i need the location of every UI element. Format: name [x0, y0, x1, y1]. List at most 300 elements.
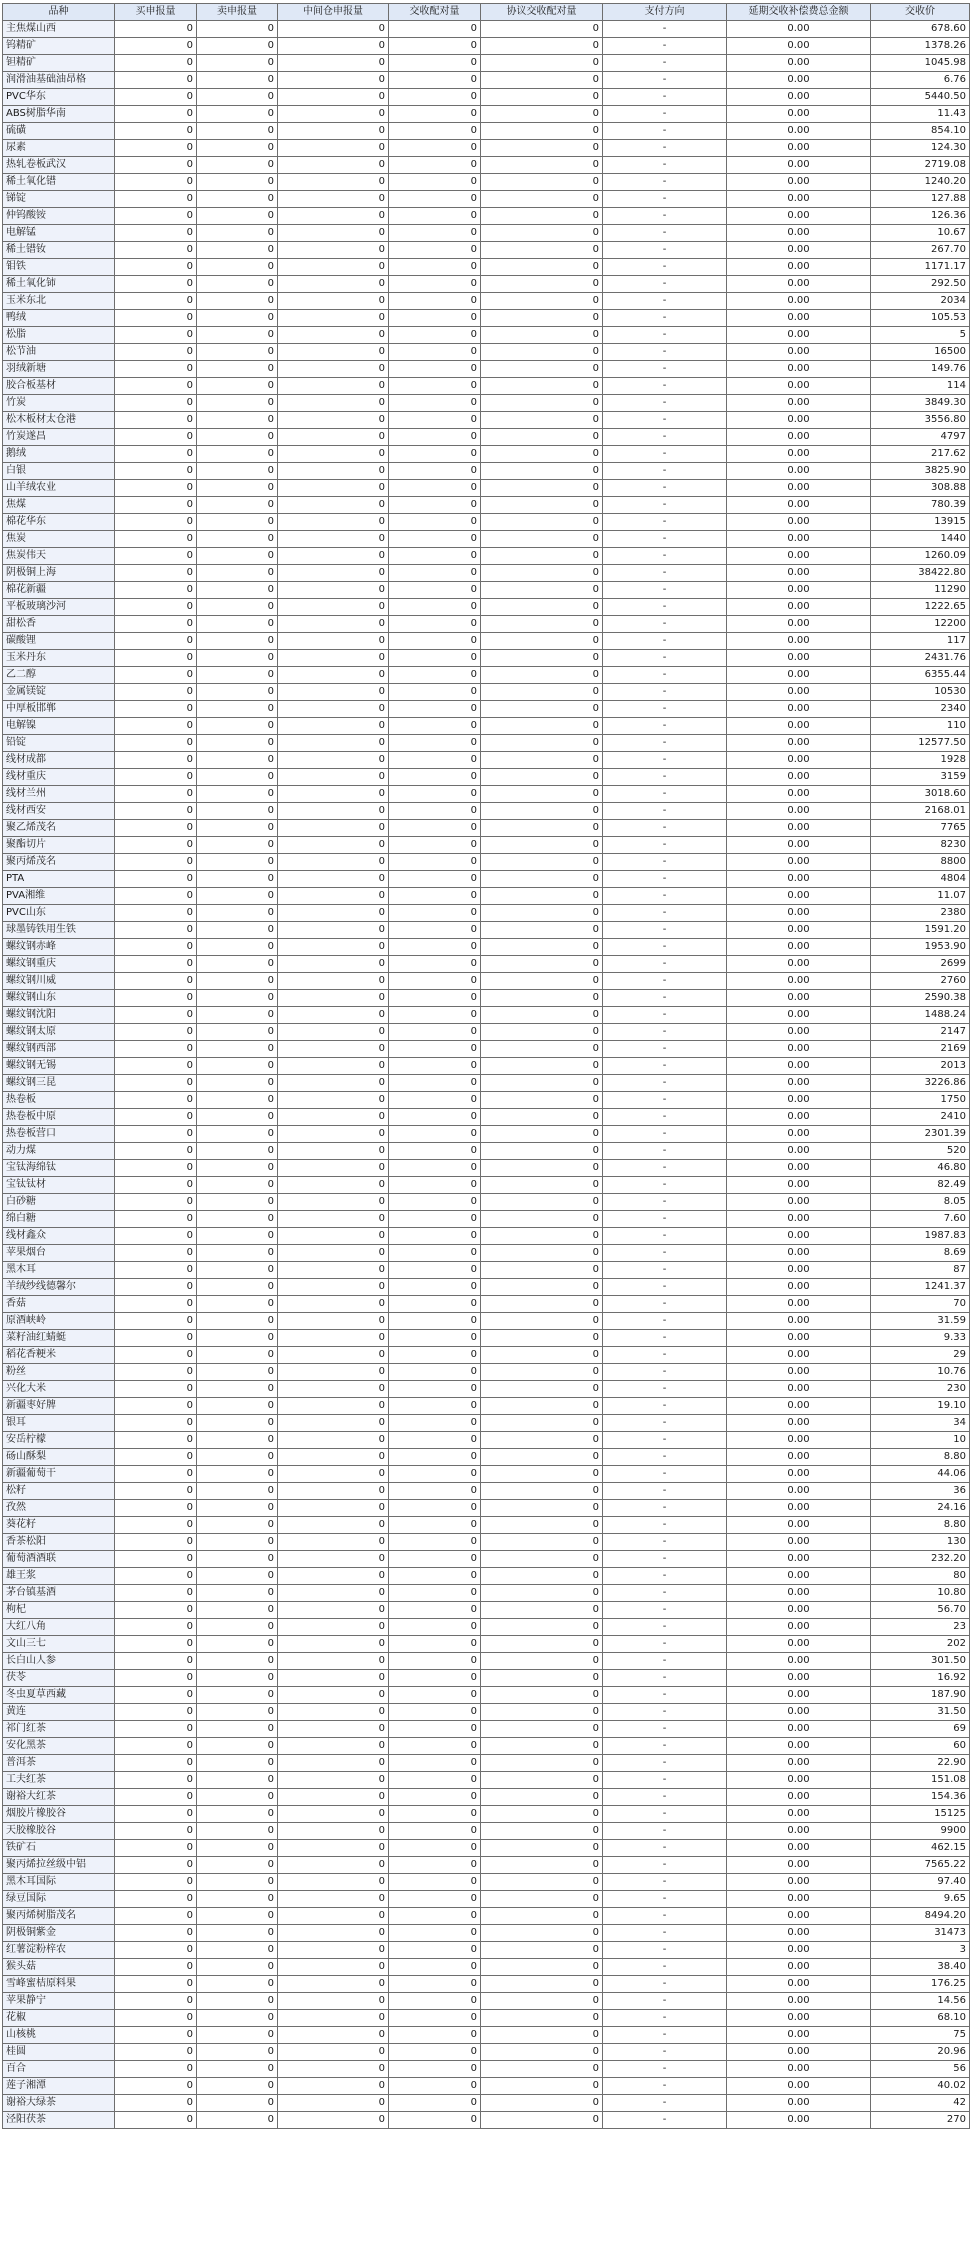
cell-sell-declared: 0 [197, 310, 278, 327]
table-row [3, 973, 970, 990]
cell-delivery-price: 8.80 [871, 1517, 970, 1534]
cell-sell-declared: 0 [197, 1432, 278, 1449]
table-row [3, 2061, 970, 2078]
cell-delivery-price: 2034 [871, 293, 970, 310]
cell-intermediate-declared: 0 [278, 650, 389, 667]
cell-delivery-price: 1488.24 [871, 1007, 970, 1024]
cell-intermediate-declared: 0 [278, 89, 389, 106]
table-row [3, 174, 970, 191]
cell-intermediate-declared: 0 [278, 497, 389, 514]
cell-payment-direction: - [603, 310, 727, 327]
table-row [3, 1041, 970, 1058]
cell-variety: 香茶松阳 [3, 1534, 115, 1551]
cell-deferred-compensation: 0.00 [727, 769, 871, 786]
table-row [3, 684, 970, 701]
table-row [3, 1245, 970, 1262]
cell-delivery-matched: 0 [389, 157, 481, 174]
cell-delivery-matched: 0 [389, 1517, 481, 1534]
table-row [3, 55, 970, 72]
cell-deferred-compensation: 0.00 [727, 1228, 871, 1245]
cell-agreement-matched: 0 [481, 72, 603, 89]
cell-variety: 雪峰蜜桔原料果 [3, 1976, 115, 1993]
cell-agreement-matched: 0 [481, 208, 603, 225]
cell-delivery-price: 70 [871, 1296, 970, 1313]
cell-delivery-price: 16.92 [871, 1670, 970, 1687]
cell-deferred-compensation: 0.00 [727, 157, 871, 174]
cell-buy-declared: 0 [115, 1857, 197, 1874]
cell-payment-direction: - [603, 1942, 727, 1959]
cell-variety: 松脂 [3, 327, 115, 344]
table-row [3, 1381, 970, 1398]
cell-buy-declared: 0 [115, 990, 197, 1007]
cell-buy-declared: 0 [115, 1092, 197, 1109]
cell-intermediate-declared: 0 [278, 1942, 389, 1959]
cell-payment-direction: - [603, 497, 727, 514]
cell-delivery-matched: 0 [389, 548, 481, 565]
cell-payment-direction: - [603, 1313, 727, 1330]
cell-deferred-compensation: 0.00 [727, 225, 871, 242]
cell-payment-direction: - [603, 38, 727, 55]
cell-agreement-matched: 0 [481, 1959, 603, 1976]
cell-deferred-compensation: 0.00 [727, 1245, 871, 1262]
cell-deferred-compensation: 0.00 [727, 1007, 871, 1024]
cell-agreement-matched: 0 [481, 1449, 603, 1466]
cell-payment-direction: - [603, 2078, 727, 2095]
cell-delivery-matched: 0 [389, 973, 481, 990]
cell-deferred-compensation: 0.00 [727, 1279, 871, 1296]
cell-buy-declared: 0 [115, 922, 197, 939]
cell-delivery-price: 10530 [871, 684, 970, 701]
cell-agreement-matched: 0 [481, 2078, 603, 2095]
cell-variety: 胶合板基材 [3, 378, 115, 395]
cell-delivery-matched: 0 [389, 786, 481, 803]
cell-buy-declared: 0 [115, 735, 197, 752]
cell-payment-direction: - [603, 1755, 727, 1772]
cell-intermediate-declared: 0 [278, 1959, 389, 1976]
cell-variety: 工夫红茶 [3, 1772, 115, 1789]
cell-delivery-matched: 0 [389, 956, 481, 973]
cell-delivery-price: 267.70 [871, 242, 970, 259]
cell-deferred-compensation: 0.00 [727, 786, 871, 803]
cell-agreement-matched: 0 [481, 684, 603, 701]
cell-delivery-matched: 0 [389, 1551, 481, 1568]
cell-deferred-compensation: 0.00 [727, 582, 871, 599]
cell-buy-declared: 0 [115, 939, 197, 956]
cell-deferred-compensation: 0.00 [727, 38, 871, 55]
cell-sell-declared: 0 [197, 1568, 278, 1585]
table-row [3, 1296, 970, 1313]
table-row [3, 72, 970, 89]
cell-sell-declared: 0 [197, 956, 278, 973]
cell-payment-direction: - [603, 514, 727, 531]
cell-deferred-compensation: 0.00 [727, 242, 871, 259]
cell-agreement-matched: 0 [481, 871, 603, 888]
table-row [3, 1772, 970, 1789]
cell-intermediate-declared: 0 [278, 208, 389, 225]
cell-buy-declared: 0 [115, 1160, 197, 1177]
cell-delivery-price: 2340 [871, 701, 970, 718]
cell-buy-declared: 0 [115, 463, 197, 480]
cell-buy-declared: 0 [115, 1381, 197, 1398]
cell-buy-declared: 0 [115, 905, 197, 922]
cell-sell-declared: 0 [197, 1602, 278, 1619]
cell-delivery-price: 5440.50 [871, 89, 970, 106]
cell-deferred-compensation: 0.00 [727, 1483, 871, 1500]
cell-buy-declared: 0 [115, 344, 197, 361]
table-row [3, 1449, 970, 1466]
cell-delivery-price: 10 [871, 1432, 970, 1449]
table-row [3, 1823, 970, 1840]
cell-delivery-matched: 0 [389, 412, 481, 429]
cell-buy-declared: 0 [115, 1024, 197, 1041]
cell-sell-declared: 0 [197, 514, 278, 531]
cell-intermediate-declared: 0 [278, 1823, 389, 1840]
cell-sell-declared: 0 [197, 922, 278, 939]
table-row [3, 412, 970, 429]
cell-variety: 主焦煤山西 [3, 21, 115, 38]
table-row [3, 242, 970, 259]
table-row [3, 1789, 970, 1806]
cell-buy-declared: 0 [115, 854, 197, 871]
cell-sell-declared: 0 [197, 905, 278, 922]
cell-deferred-compensation: 0.00 [727, 123, 871, 140]
cell-variety: 焦煤 [3, 497, 115, 514]
cell-sell-declared: 0 [197, 1109, 278, 1126]
cell-deferred-compensation: 0.00 [727, 1976, 871, 1993]
cell-delivery-price: 854.10 [871, 123, 970, 140]
cell-agreement-matched: 0 [481, 1160, 603, 1177]
cell-deferred-compensation: 0.00 [727, 939, 871, 956]
table-row [3, 2044, 970, 2061]
cell-buy-declared: 0 [115, 1194, 197, 1211]
cell-buy-declared: 0 [115, 378, 197, 395]
cell-variety: 长白山人参 [3, 1653, 115, 1670]
cell-intermediate-declared: 0 [278, 752, 389, 769]
cell-delivery-price: 24.16 [871, 1500, 970, 1517]
cell-payment-direction: - [603, 1449, 727, 1466]
table-row [3, 208, 970, 225]
cell-intermediate-declared: 0 [278, 769, 389, 786]
cell-deferred-compensation: 0.00 [727, 1687, 871, 1704]
cell-intermediate-declared: 0 [278, 1568, 389, 1585]
table-row [3, 990, 970, 1007]
cell-agreement-matched: 0 [481, 2010, 603, 2027]
cell-variety: 松节油 [3, 344, 115, 361]
cell-intermediate-declared: 0 [278, 1993, 389, 2010]
cell-delivery-matched: 0 [389, 310, 481, 327]
cell-variety: 阴极铜紫金 [3, 1925, 115, 1942]
cell-delivery-price: 7765 [871, 820, 970, 837]
cell-delivery-price: 1260.09 [871, 548, 970, 565]
cell-delivery-matched: 0 [389, 1211, 481, 1228]
cell-delivery-price: 13915 [871, 514, 970, 531]
cell-delivery-matched: 0 [389, 1432, 481, 1449]
cell-buy-declared: 0 [115, 55, 197, 72]
cell-agreement-matched: 0 [481, 1432, 603, 1449]
cell-variety: 聚丙烯茂名 [3, 854, 115, 871]
cell-sell-declared: 0 [197, 1704, 278, 1721]
cell-delivery-price: 9.33 [871, 1330, 970, 1347]
cell-intermediate-declared: 0 [278, 1313, 389, 1330]
cell-payment-direction: - [603, 990, 727, 1007]
cell-agreement-matched: 0 [481, 1041, 603, 1058]
cell-intermediate-declared: 0 [278, 412, 389, 429]
cell-buy-declared: 0 [115, 1466, 197, 1483]
table-row [3, 1262, 970, 1279]
cell-variety: 普洱茶 [3, 1755, 115, 1772]
cell-intermediate-declared: 0 [278, 1279, 389, 1296]
cell-delivery-matched: 0 [389, 582, 481, 599]
cell-agreement-matched: 0 [481, 293, 603, 310]
cell-payment-direction: - [603, 1194, 727, 1211]
cell-payment-direction: - [603, 1041, 727, 1058]
cell-agreement-matched: 0 [481, 463, 603, 480]
cell-payment-direction: - [603, 1347, 727, 1364]
cell-delivery-price: 4797 [871, 429, 970, 446]
cell-delivery-matched: 0 [389, 599, 481, 616]
cell-intermediate-declared: 0 [278, 1466, 389, 1483]
cell-buy-declared: 0 [115, 1058, 197, 1075]
table-row [3, 1432, 970, 1449]
cell-intermediate-declared: 0 [278, 565, 389, 582]
cell-delivery-matched: 0 [389, 1602, 481, 1619]
cell-sell-declared: 0 [197, 939, 278, 956]
cell-sell-declared: 0 [197, 361, 278, 378]
cell-agreement-matched: 0 [481, 276, 603, 293]
cell-sell-declared: 0 [197, 1262, 278, 1279]
header-variety: 品种 [3, 4, 115, 21]
cell-sell-declared: 0 [197, 1738, 278, 1755]
cell-intermediate-declared: 0 [278, 361, 389, 378]
cell-variety: 稀土镨钕 [3, 242, 115, 259]
cell-payment-direction: - [603, 1823, 727, 1840]
cell-sell-declared: 0 [197, 1449, 278, 1466]
cell-buy-declared: 0 [115, 1891, 197, 1908]
cell-payment-direction: - [603, 123, 727, 140]
cell-delivery-matched: 0 [389, 684, 481, 701]
cell-payment-direction: - [603, 140, 727, 157]
cell-payment-direction: - [603, 531, 727, 548]
cell-delivery-price: 46.80 [871, 1160, 970, 1177]
cell-sell-declared: 0 [197, 1925, 278, 1942]
cell-deferred-compensation: 0.00 [727, 599, 871, 616]
cell-deferred-compensation: 0.00 [727, 1347, 871, 1364]
cell-deferred-compensation: 0.00 [727, 1058, 871, 1075]
cell-intermediate-declared: 0 [278, 463, 389, 480]
cell-sell-declared: 0 [197, 1364, 278, 1381]
cell-sell-declared: 0 [197, 820, 278, 837]
cell-intermediate-declared: 0 [278, 1364, 389, 1381]
cell-delivery-price: 2380 [871, 905, 970, 922]
cell-payment-direction: - [603, 803, 727, 820]
cell-delivery-price: 56.70 [871, 1602, 970, 1619]
cell-sell-declared: 0 [197, 38, 278, 55]
cell-variety: 山核桃 [3, 2027, 115, 2044]
cell-delivery-price: 11290 [871, 582, 970, 599]
cell-payment-direction: - [603, 1534, 727, 1551]
cell-buy-declared: 0 [115, 2095, 197, 2112]
cell-intermediate-declared: 0 [278, 1585, 389, 1602]
cell-payment-direction: - [603, 174, 727, 191]
cell-intermediate-declared: 0 [278, 1857, 389, 1874]
cell-deferred-compensation: 0.00 [727, 1551, 871, 1568]
cell-agreement-matched: 0 [481, 1296, 603, 1313]
cell-deferred-compensation: 0.00 [727, 1262, 871, 1279]
cell-sell-declared: 0 [197, 1245, 278, 1262]
cell-delivery-matched: 0 [389, 55, 481, 72]
cell-sell-declared: 0 [197, 803, 278, 820]
cell-agreement-matched: 0 [481, 106, 603, 123]
cell-delivery-price: 8230 [871, 837, 970, 854]
cell-delivery-price: 9900 [871, 1823, 970, 1840]
cell-buy-declared: 0 [115, 140, 197, 157]
cell-delivery-price: 40.02 [871, 2078, 970, 2095]
cell-agreement-matched: 0 [481, 1500, 603, 1517]
cell-deferred-compensation: 0.00 [727, 514, 871, 531]
cell-agreement-matched: 0 [481, 429, 603, 446]
cell-intermediate-declared: 0 [278, 667, 389, 684]
cell-sell-declared: 0 [197, 2044, 278, 2061]
cell-buy-declared: 0 [115, 1262, 197, 1279]
cell-deferred-compensation: 0.00 [727, 1432, 871, 1449]
cell-variety: 螺纹钢重庆 [3, 956, 115, 973]
cell-agreement-matched: 0 [481, 361, 603, 378]
cell-deferred-compensation: 0.00 [727, 905, 871, 922]
cell-variety: 文山三七 [3, 1636, 115, 1653]
cell-sell-declared: 0 [197, 888, 278, 905]
cell-payment-direction: - [603, 616, 727, 633]
cell-variety: 红薯淀粉梓农 [3, 1942, 115, 1959]
cell-buy-declared: 0 [115, 1347, 197, 1364]
cell-buy-declared: 0 [115, 2044, 197, 2061]
table-row [3, 259, 970, 276]
cell-variety: 白银 [3, 463, 115, 480]
cell-delivery-matched: 0 [389, 1772, 481, 1789]
table-row [3, 89, 970, 106]
cell-delivery-matched: 0 [389, 905, 481, 922]
cell-buy-declared: 0 [115, 2112, 197, 2129]
cell-buy-declared: 0 [115, 1976, 197, 1993]
cell-variety: 热卷板营口 [3, 1126, 115, 1143]
cell-delivery-price: 176.25 [871, 1976, 970, 1993]
cell-variety: 宝钛海绵钛 [3, 1160, 115, 1177]
cell-delivery-price: 97.40 [871, 1874, 970, 1891]
cell-variety: 大红八角 [3, 1619, 115, 1636]
cell-variety: 聚丙烯拉丝级中铝 [3, 1857, 115, 1874]
cell-agreement-matched: 0 [481, 956, 603, 973]
cell-delivery-matched: 0 [389, 208, 481, 225]
cell-delivery-price: 130 [871, 1534, 970, 1551]
cell-delivery-matched: 0 [389, 1279, 481, 1296]
cell-variety: 中厚板邯郸 [3, 701, 115, 718]
cell-delivery-price: 34 [871, 1415, 970, 1432]
cell-delivery-price: 2590.38 [871, 990, 970, 1007]
cell-variety: 电解锰 [3, 225, 115, 242]
cell-intermediate-declared: 0 [278, 1704, 389, 1721]
cell-sell-declared: 0 [197, 1653, 278, 1670]
cell-sell-declared: 0 [197, 701, 278, 718]
cell-variety: 谢裕大红茶 [3, 1789, 115, 1806]
cell-sell-declared: 0 [197, 1483, 278, 1500]
table-row [3, 1126, 970, 1143]
cell-delivery-matched: 0 [389, 1789, 481, 1806]
cell-buy-declared: 0 [115, 1296, 197, 1313]
cell-delivery-price: 22.90 [871, 1755, 970, 1772]
cell-buy-declared: 0 [115, 1432, 197, 1449]
cell-buy-declared: 0 [115, 1109, 197, 1126]
cell-intermediate-declared: 0 [278, 1143, 389, 1160]
table-row [3, 1194, 970, 1211]
cell-delivery-matched: 0 [389, 1942, 481, 1959]
cell-payment-direction: - [603, 412, 727, 429]
cell-deferred-compensation: 0.00 [727, 1381, 871, 1398]
cell-delivery-price: 15125 [871, 1806, 970, 1823]
cell-deferred-compensation: 0.00 [727, 1602, 871, 1619]
cell-sell-declared: 0 [197, 1840, 278, 1857]
cell-deferred-compensation: 0.00 [727, 344, 871, 361]
table-row [3, 1330, 970, 1347]
cell-variety: 锑锭 [3, 191, 115, 208]
cell-delivery-matched: 0 [389, 1075, 481, 1092]
table-row [3, 1160, 970, 1177]
table-row [3, 667, 970, 684]
header-delivery-matched: 交收配对量 [389, 4, 481, 21]
cell-delivery-price: 292.50 [871, 276, 970, 293]
cell-deferred-compensation: 0.00 [727, 531, 871, 548]
cell-deferred-compensation: 0.00 [727, 1755, 871, 1772]
cell-buy-declared: 0 [115, 1874, 197, 1891]
cell-buy-declared: 0 [115, 1143, 197, 1160]
table-row [3, 1636, 970, 1653]
cell-intermediate-declared: 0 [278, 922, 389, 939]
cell-delivery-matched: 0 [389, 718, 481, 735]
table-row [3, 1687, 970, 1704]
cell-buy-declared: 0 [115, 191, 197, 208]
cell-variety: 谢裕大绿茶 [3, 2095, 115, 2112]
cell-variety: 聚乙烯茂名 [3, 820, 115, 837]
cell-sell-declared: 0 [197, 633, 278, 650]
cell-agreement-matched: 0 [481, 1721, 603, 1738]
cell-delivery-price: 1241.37 [871, 1279, 970, 1296]
cell-sell-declared: 0 [197, 1619, 278, 1636]
cell-payment-direction: - [603, 1619, 727, 1636]
cell-sell-declared: 0 [197, 1823, 278, 1840]
cell-deferred-compensation: 0.00 [727, 310, 871, 327]
header-delivery-price: 交收价 [871, 4, 970, 21]
cell-delivery-price: 42 [871, 2095, 970, 2112]
cell-delivery-matched: 0 [389, 1976, 481, 1993]
cell-deferred-compensation: 0.00 [727, 1466, 871, 1483]
cell-variety: 白砂糖 [3, 1194, 115, 1211]
cell-delivery-matched: 0 [389, 463, 481, 480]
table-row [3, 752, 970, 769]
cell-sell-declared: 0 [197, 123, 278, 140]
cell-delivery-matched: 0 [389, 752, 481, 769]
cell-buy-declared: 0 [115, 293, 197, 310]
cell-buy-declared: 0 [115, 242, 197, 259]
table-row [3, 922, 970, 939]
cell-agreement-matched: 0 [481, 701, 603, 718]
cell-agreement-matched: 0 [481, 599, 603, 616]
cell-payment-direction: - [603, 89, 727, 106]
cell-delivery-matched: 0 [389, 1500, 481, 1517]
cell-payment-direction: - [603, 1177, 727, 1194]
cell-buy-declared: 0 [115, 1721, 197, 1738]
table-row [3, 327, 970, 344]
cell-buy-declared: 0 [115, 174, 197, 191]
cell-sell-declared: 0 [197, 871, 278, 888]
cell-variety: 热卷板 [3, 1092, 115, 1109]
